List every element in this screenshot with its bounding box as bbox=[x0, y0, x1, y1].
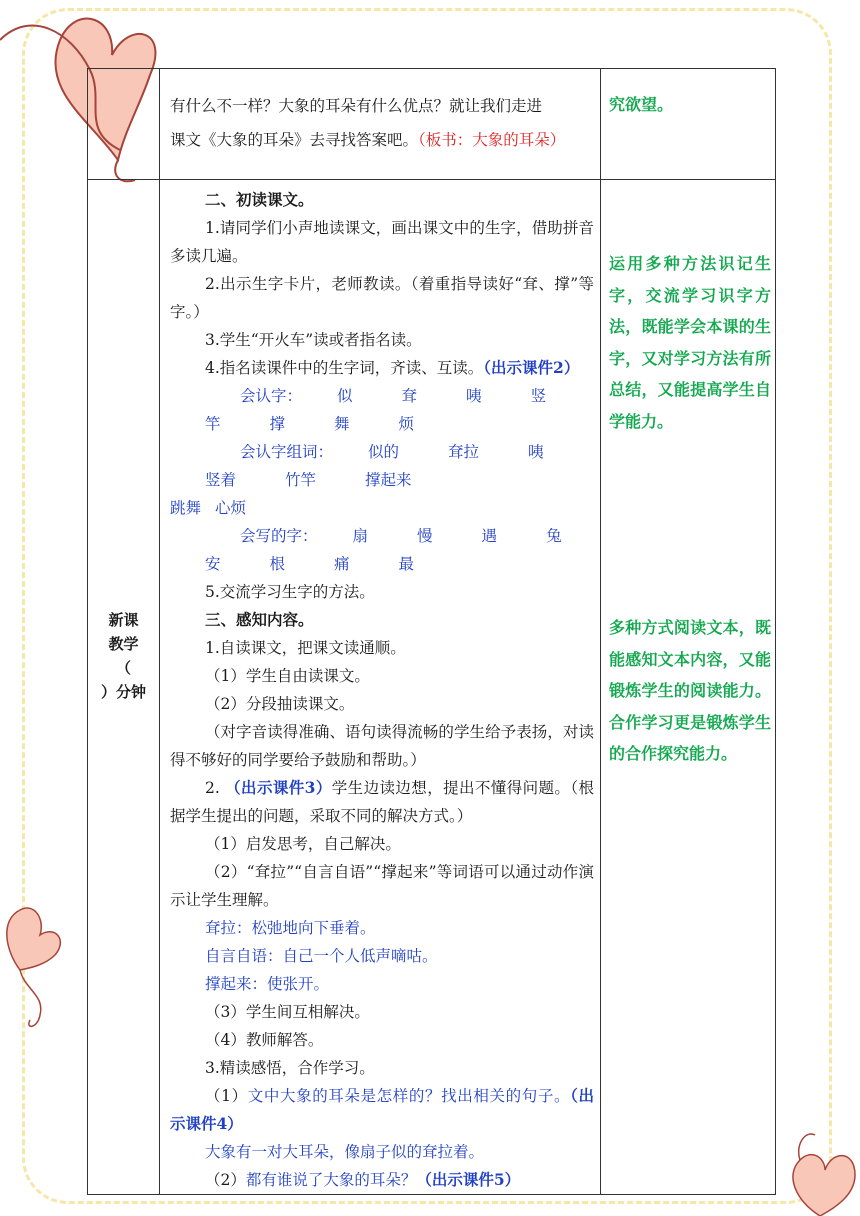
table-row bbox=[88, 69, 776, 180]
definition-2: 自言自语：自己一个人低声嘀咕。 bbox=[205, 947, 438, 965]
heading-initial-reading: 二、初读课文。 bbox=[205, 190, 314, 209]
intro-line-2: 课文《大象的耳朵》去寻找答案吧。（板书：大象的耳朵） bbox=[170, 131, 566, 149]
lesson-plan-table bbox=[87, 68, 776, 1195]
part-2b: （2）“耷拉”“自言自语”“撑起来”等词语可以通过动作演示让学生理解。 bbox=[170, 863, 594, 909]
label-cell-main bbox=[88, 180, 160, 1195]
table-row bbox=[88, 180, 776, 1195]
step-2: 2.出示生字卡片，老师教读。（着重指导读好“耷、撑”等字。） bbox=[170, 275, 594, 321]
step-1: 1.请同学们小声地读课文，画出课文中的生字，借助拼音多读几遍。 bbox=[170, 219, 594, 265]
recognize-words: 会认字组词： 似的 耷拉 咦竖着 竹竿 撑起来 bbox=[205, 443, 544, 489]
part-3: 3.精读感悟，合作学习。 bbox=[205, 1059, 375, 1077]
heart-decoration-bottom-right bbox=[780, 1120, 860, 1216]
part-1a: （1）学生自由读课文。 bbox=[205, 667, 370, 685]
part-2a: （1）启发思考，自己解决。 bbox=[205, 835, 401, 853]
heart-decoration-left bbox=[0, 880, 70, 1040]
quote-sentence: 大象有一对大耳朵，像扇子似的耷拉着。 bbox=[205, 1143, 485, 1161]
recognize-words-cont: 跳舞 心烦 bbox=[170, 499, 247, 517]
part-2: 2. （出示课件3）学生边读边想，提出不懂得问题。（根据学生提出的问题，采取不同的解决方式。） bbox=[170, 778, 594, 825]
step-5: 5.交流学习生字的方法。 bbox=[205, 583, 375, 601]
design-note-1: 运用多种方法识记生字，交流学习识字方法，既能学会本课的生字，又对学习方法有所总结，又能提高学生自学能力。 bbox=[609, 254, 771, 431]
part-1c: （对字音读得准确、语句读得流畅的学生给予表扬，对读得不够好的同学要给予鼓励和帮助。） bbox=[170, 723, 594, 769]
intro-line-1: 有什么不一样？大象的耳朵有什么优点？就让我们走进 bbox=[170, 97, 543, 115]
part-3a: （1）文中大象的耳朵是怎样的？找出相关的句子。（出示课件4） bbox=[170, 1086, 594, 1133]
note-cell-top bbox=[601, 69, 776, 180]
courseware-ref: （出示课件5） bbox=[416, 1170, 521, 1189]
section-label: 新课 教学 （ ）分钟 bbox=[100, 611, 146, 701]
board-note: （板书：大象的耳朵） bbox=[418, 131, 566, 149]
recognize-chars: 会认字： 似 耷 咦 竖竿 撑 舞 烦 bbox=[205, 387, 547, 433]
courseware-ref: （出示课件3） bbox=[225, 778, 332, 797]
courseware-ref: （出示课件2） bbox=[483, 358, 580, 377]
definition-3: 撑起来：使张开。 bbox=[205, 975, 330, 993]
part-2d: （4）教师解答。 bbox=[205, 1031, 324, 1049]
part-3b: （2）都有谁说了大象的耳朵？（出示课件5） bbox=[205, 1170, 521, 1189]
note-cell-main bbox=[601, 180, 776, 1195]
part-2c: （3）学生间互相解决。 bbox=[205, 1003, 370, 1021]
part-1b: （2）分段抽读课文。 bbox=[205, 695, 355, 713]
step-3: 3.学生“开火车”读或者指名读。 bbox=[205, 331, 422, 349]
write-chars: 会写的字： 扇 慢 遇 兔安 根 痛 最 bbox=[205, 527, 562, 573]
design-note-top: 究欲望。 bbox=[609, 95, 674, 114]
label-cell-top bbox=[88, 69, 160, 180]
content-cell-top bbox=[160, 69, 601, 180]
content-cell-main bbox=[160, 180, 601, 1195]
step-4: 4.指名读课件中的生字词，齐读、互读。（出示课件2） bbox=[205, 358, 580, 377]
courseware-ref: （出示课件4） bbox=[170, 1086, 594, 1133]
design-note-2: 多种方式阅读文本，既能感知文本内容，又能锻炼学生的阅读能力。合作学习更是锻炼学生的合作探究能力。 bbox=[609, 618, 771, 763]
definition-1: 耷拉：松弛地向下垂着。 bbox=[205, 919, 376, 937]
heading-perceive-content: 三、感知内容。 bbox=[205, 610, 314, 629]
part-1: 1.自读课文，把课文读通顺。 bbox=[205, 639, 406, 657]
